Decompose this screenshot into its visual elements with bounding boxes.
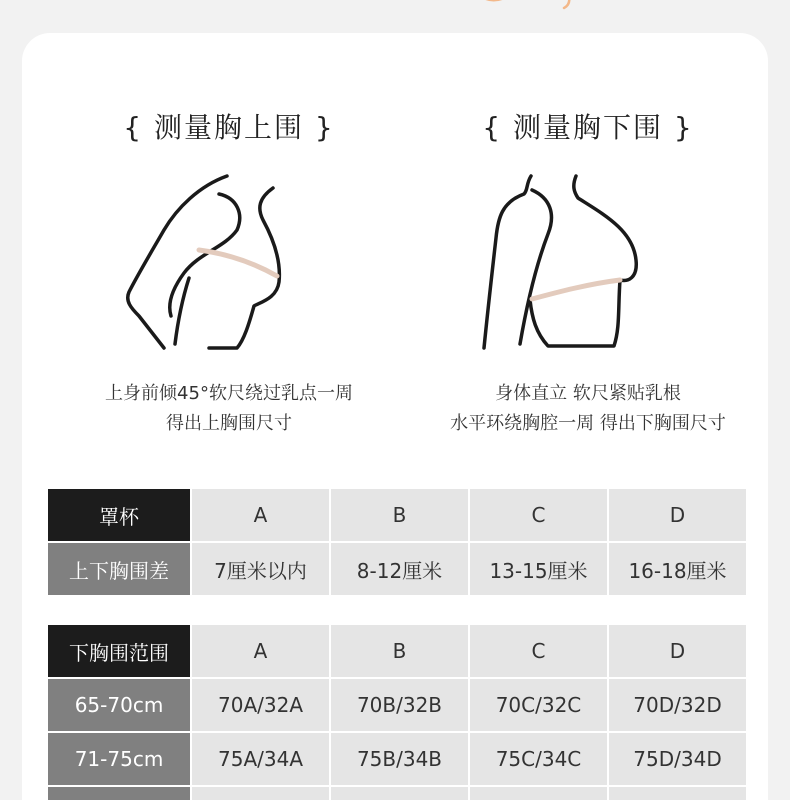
table-header-cell: B: [331, 625, 468, 677]
table-cell: [470, 787, 607, 800]
table-cell: [331, 787, 468, 800]
table-header-cell: D: [609, 625, 746, 677]
measure-upper-description: 上身前倾45°软尺绕过乳点一周 得出上胸围尺寸: [105, 383, 353, 434]
table-cell: [192, 787, 329, 800]
table-cell: 75C/34C: [470, 733, 607, 785]
table-row: [48, 625, 746, 677]
table-row: [48, 787, 746, 800]
measure-under-title: { 测量胸下围 }: [482, 111, 694, 144]
table-cell: [609, 787, 746, 800]
table-row: [48, 679, 746, 731]
measure-under-illustration: [408, 168, 768, 358]
table-header-cell: C: [470, 625, 607, 677]
table-cell: 13-15厘米: [470, 543, 607, 595]
table-header-cell: C: [470, 489, 607, 541]
table-row: [48, 733, 746, 785]
measure-upper-title: { 测量胸上围 }: [123, 111, 335, 144]
cup-difference-table: [46, 487, 748, 597]
table-row-label: 上下胸围差: [48, 543, 190, 595]
table-row-label: [48, 787, 190, 800]
table-row: [48, 543, 746, 595]
measure-under-description: 身体直立 软尺紧贴乳根 水平环绕胸腔一周 得出下胸围尺寸: [450, 383, 726, 434]
table-header-cell: B: [331, 489, 468, 541]
decorative-script-icon: [470, 0, 590, 12]
table-header-cell: 下胸围范围: [48, 625, 190, 677]
table-row-label: 65-70cm: [48, 679, 190, 731]
table-cell: 70D/32D: [609, 679, 746, 731]
table-cell: 75D/34D: [609, 733, 746, 785]
table-header-cell: D: [609, 489, 746, 541]
table-header-cell: 罩杯: [48, 489, 190, 541]
table-cell: 70C/32C: [470, 679, 607, 731]
measure-upper-illustration: [49, 168, 409, 358]
table-header-cell: A: [192, 489, 329, 541]
size-chart-table: [46, 623, 748, 800]
size-guide-card: [22, 33, 768, 800]
table-cell: 16-18厘米: [609, 543, 746, 595]
table-cell: 75B/34B: [331, 733, 468, 785]
table-cell: 70B/32B: [331, 679, 468, 731]
table-cell: 8-12厘米: [331, 543, 468, 595]
table-cell: 7厘米以内: [192, 543, 329, 595]
table-row: [48, 489, 746, 541]
table-cell: 75A/34A: [192, 733, 329, 785]
table-header-cell: A: [192, 625, 329, 677]
table-row-label: 71-75cm: [48, 733, 190, 785]
table-cell: 70A/32A: [192, 679, 329, 731]
